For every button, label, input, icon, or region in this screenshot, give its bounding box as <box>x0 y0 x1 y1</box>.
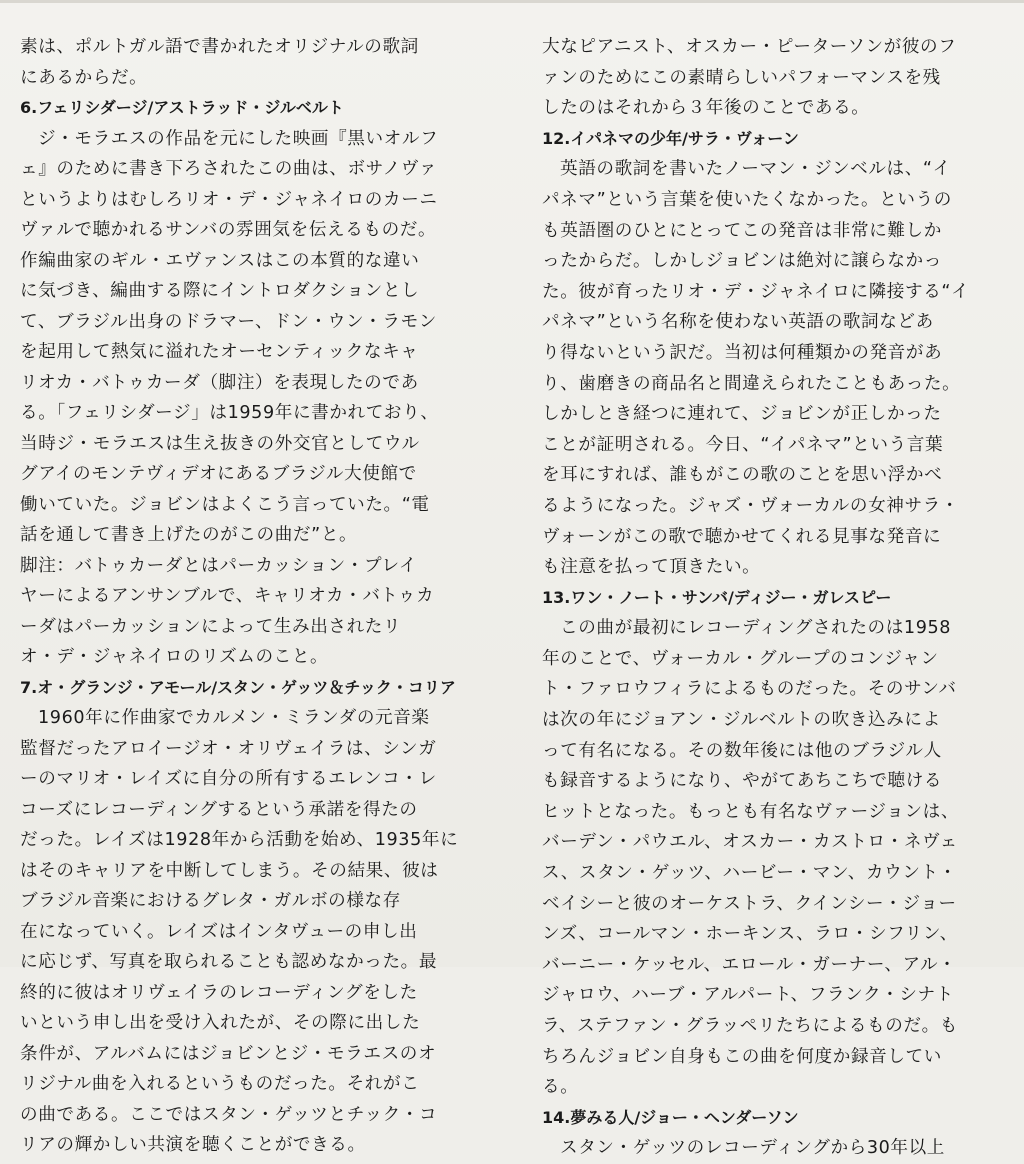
right-text-line: り得ないという訳だ。当初は何種類かの発音があ <box>542 342 943 363</box>
page-top-edge <box>0 0 1024 3</box>
right-text-line: るようになった。ジャズ・ヴォーカルの女神サラ・ <box>542 495 960 516</box>
right-section-heading: 12.イパネマの少年/サラ・ヴォーン <box>542 128 799 148</box>
left-text-line: 当時ジ・モラエスは生え抜きの外交官としてウル <box>20 433 420 454</box>
right-section-heading: 14.夢みる人/ジョー・ヘンダーソン <box>542 1107 799 1127</box>
left-section-heading: 6.フェリシダージ/アストラッド・ジルベルト <box>20 98 344 117</box>
left-text-line: を起用して熱気に溢れたオーセンティックなキャ <box>20 342 419 362</box>
left-text-line: リジナル曲を入れるというものだった。それがこ <box>20 1074 420 1094</box>
right-text-line: したのはそれから３年後のことである。 <box>542 98 870 119</box>
right-text-column <box>542 32 1024 1164</box>
left-text-line: オ・デ・ジャネイロのリズムのこと。 <box>20 647 329 667</box>
left-text-line: の曲である。ここではスタン・ゲッツとチック・コ <box>20 1104 438 1125</box>
right-text-line: も注意を払って頂きたい。 <box>542 557 761 578</box>
right-text-line: ったからだ。しかしジョビンは絶対に譲らなかっ <box>542 251 942 272</box>
left-text-line: はそのキャリアを中断してしまう。その結果、彼は <box>20 860 439 881</box>
right-text-line: ちろんジョビン自身もこの曲を何度か録音してい <box>542 1046 942 1067</box>
right-section-heading: 13.ワン・ノート・サンバ/ディジー・ガレスピー <box>542 587 892 607</box>
left-text-line: ブラジル音楽におけるグレタ・ガルボの様な存 <box>20 891 401 911</box>
right-text-line: ト・ファロウフィラによるものだった。そのサンバ <box>542 679 957 700</box>
right-text-line: り、歯磨きの商品名と間違えられたこともあった。 <box>542 373 961 394</box>
right-text-line: この曲が最初にレコーディングされたのは1958 <box>560 618 952 639</box>
right-text-line: も英語圏のひとにとってこの発音は非常に難しか <box>542 220 942 241</box>
left-text-line: というよりはむしろリオ・デ・ジャネイロのカーニ <box>20 189 438 210</box>
left-text-line: リオカ・バトゥカーダ（脚注）を表現したのであ <box>20 372 419 393</box>
right-text-line: 英語の歌詞を書いたノーマン・ジンベルは、“イ <box>560 159 951 180</box>
right-text-line: バーニー・ケッセル、エロール・ガーナー、アル・ <box>542 954 957 975</box>
right-text-line: は次の年にジョアン・ジルベルトの吹き込みによ <box>542 710 941 731</box>
right-text-line: バーデン・パウエル、オスカー・カストロ・ネヴェ <box>542 832 958 853</box>
left-text-line: ーダはパーカッションによって生み出されたリ <box>20 616 402 637</box>
left-text-line: だった。レイズは1928年から活動を始め、1935年に <box>20 830 459 850</box>
right-text-line: を耳にすれば、誰もがこの歌のことを思い浮かべ <box>542 465 943 486</box>
left-text-line: る。「フェリシダージ」は1959年に書かれており、 <box>20 403 439 423</box>
right-text-line: ヒットとなった。もっとも有名なヴァージョンは、 <box>542 801 960 822</box>
right-text-line: しかしとき経つに連れて、ジョビンが正しかった <box>542 404 942 425</box>
left-text-line: ジ・モラエスの作品を元にした映画『黒いオルフ <box>38 128 439 149</box>
left-text-line: 作編曲家のギル・エヴァンスはこの本質的な違い <box>20 250 420 271</box>
right-text-line: って有名になる。その数年後には他のブラジル人 <box>542 740 942 761</box>
right-text-line: ことが証明される。今日、“イパネマ”という言葉 <box>542 434 944 455</box>
left-text-line: 素は、ポルトガル語で書かれたオリジナルの歌詞 <box>20 37 419 57</box>
left-text-line: リアの輝かしい共演を聴くことができる。 <box>20 1135 366 1155</box>
left-text-line: グアイのモンテヴィデオにあるブラジル大使館で <box>20 464 417 484</box>
right-text-line: スタン・ゲッツのレコーディングから30年以上 <box>560 1138 946 1159</box>
right-text-line: も録音するようになり、やがてあちこちで聴ける <box>542 771 943 792</box>
left-text-line: ェ』のために書き下ろされたこの曲は、ボサノヴァ <box>20 159 438 179</box>
left-text-line: て、ブラジル出身のドラマー、ドン・ウン・ラモン <box>20 311 437 332</box>
right-text-line: た。彼が育ったリオ・デ・ジャネイロに隣接する“イ <box>542 281 970 302</box>
right-text-line: ンズ、コールマン・ホーキンス、ラロ・シフリン、 <box>542 924 958 945</box>
right-text-line: ラ、ステファン・グラッペリたちによるものだ。も <box>542 1016 958 1036</box>
right-text-line: 年のことで、ヴォーカル・グループのコンジャン <box>542 648 939 669</box>
right-text-line: ジャロウ、ハーブ・アルパート、フランク・シナト <box>542 985 954 1006</box>
left-text-line: にあるからだ。 <box>20 67 148 88</box>
left-text-line: コーズにレコーディングするという承諾を得たの <box>20 799 418 820</box>
right-text-line: パネマ”という名称を使わない英語の歌詞などあ <box>542 312 934 333</box>
left-text-line: ーのマリオ・レイズに自分の所有するエレンコ・レ <box>20 769 437 789</box>
left-text-line: ヤーによるアンサンブルで、キャリオカ・バトゥカ <box>20 586 435 606</box>
left-text-column <box>20 32 506 1161</box>
left-text-line: 話を通して書き上げたのがこの曲だ”と。 <box>20 525 358 545</box>
left-text-line: 終的に彼はオリヴェイラのレコーディングをした <box>20 982 418 1003</box>
left-text-line: 働いていた。ジョビンはよくこう言っていた。“電 <box>20 494 430 515</box>
left-text-line: ヴァルで聴かれるサンバの雰囲気を伝えるものだ。 <box>20 220 437 240</box>
right-text-line: る。 <box>542 1077 579 1098</box>
left-text-line: 1960年に作曲家でカルメン・ミランダの元音楽 <box>38 708 430 728</box>
right-text-line: ス、スタン・ゲッツ、ハービー・マン、カウント・ <box>542 863 957 884</box>
right-text-line: ァンのためにこの素晴らしいパフォーマンスを残 <box>542 67 941 88</box>
right-text-line: ベイシーと彼のオーケストラ、クインシー・ジョー <box>542 893 957 914</box>
left-text-line: 在になっていく。レイズはインタヴューの申し出 <box>20 921 418 942</box>
left-text-line: 条件が、アルバムにはジョビンとジ・モラエスのオ <box>20 1043 437 1064</box>
left-text-line: に気づき、編曲する際にイントロダクションとし <box>20 281 420 301</box>
left-text-line: に応じず、写真を取られることも認めなかった。最 <box>20 952 438 972</box>
left-section-heading: 7.オ・グランジ・アモール/スタン・ゲッツ＆チック・コリア <box>20 677 456 697</box>
right-text-line: 大なピアニスト、オスカー・ピーターソンが彼のフ <box>542 37 957 57</box>
left-text-line: 監督だったアロイージオ・オリヴェイラは、シンガ <box>20 738 437 759</box>
right-text-line: パネマ”という言葉を使いたくなかった。というの <box>542 189 952 210</box>
right-text-line: ヴォーンがこの歌で聴かせてくれる見事な発音に <box>542 526 942 547</box>
left-text-line: いという申し出を受け入れたが、その際に出した <box>20 1013 421 1033</box>
left-text-line: 脚注：バトゥカーダとはパーカッション・プレイ <box>20 555 418 576</box>
